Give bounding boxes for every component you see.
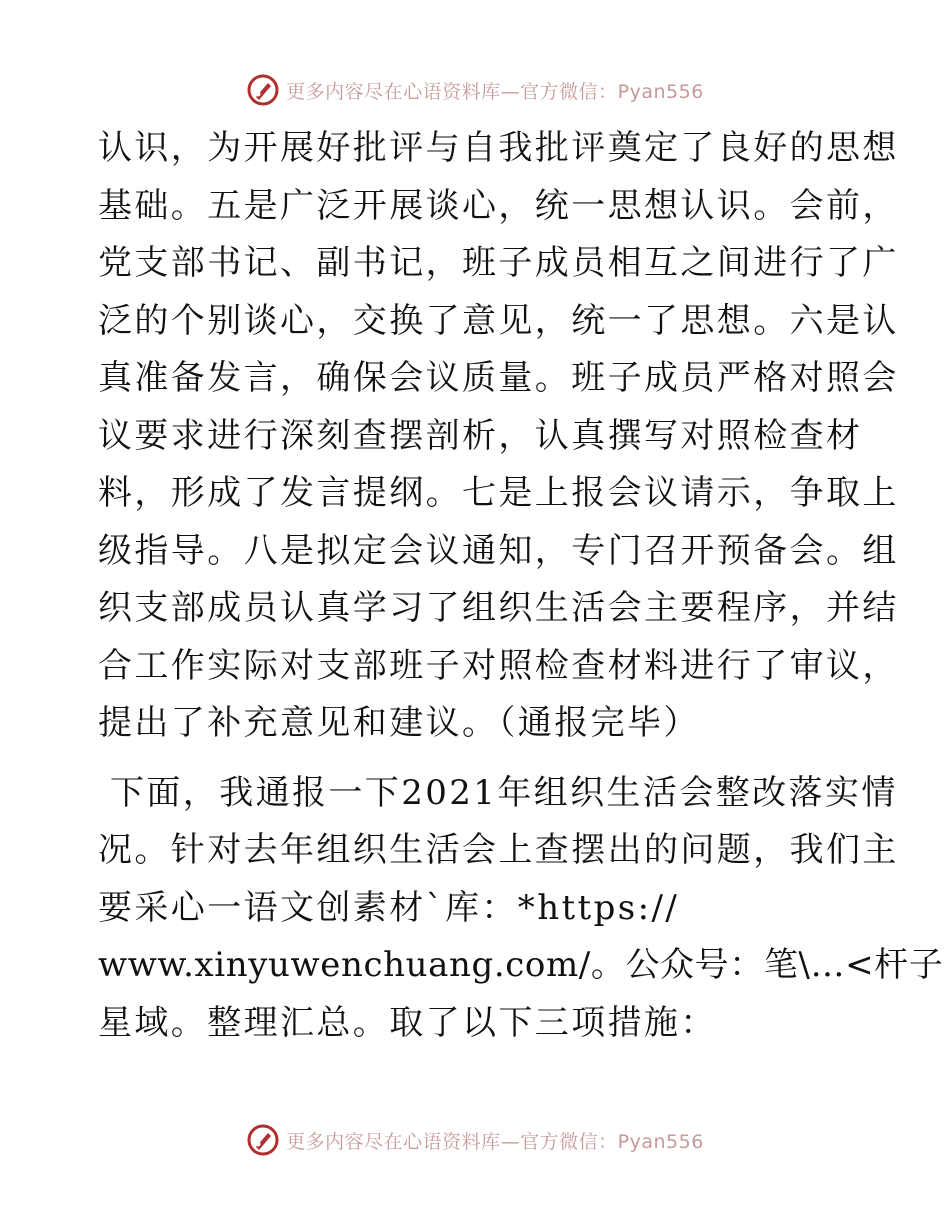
text-line: 料，形成了发言提纲。七是上报会议请示，争取上 (98, 473, 899, 513)
text-line: 提出了补充意见和建议。（通报完毕） (98, 703, 700, 743)
text-line: 合工作实际对支部班子对照检查材料进行了审议， (98, 645, 899, 686)
text-line: 泛的个别谈心，交换了意见，统一了思想。六是认 (98, 300, 899, 341)
text-line: 议要求进行深刻查摆剖析，认真撰写对照检查材 (98, 415, 863, 456)
paragraph-1 (98, 120, 899, 753)
document-body (98, 120, 944, 1052)
text-line: 织支部成员认真学习了组织生活会主要程序，并结 (98, 588, 899, 628)
pen-circle-logo-icon (246, 1123, 280, 1157)
text-line: 真准备发言，确保会议质量。班子成员严格对照会 (98, 358, 899, 398)
text-line: 基础。五是广泛开展谈心，统一思想认识。会前， (98, 185, 899, 226)
header-banner-text: 更多内容尽在心语资料库—官方微信：Pyan556 (286, 80, 704, 103)
footer-banner (0, 1120, 950, 1160)
text-line: 下面，我通报一下2021年组织生活会整改落实情 (110, 772, 898, 813)
text-line: 认识，为开展好批评与自我批评奠定了良好的思想 (98, 128, 899, 168)
footer-banner-text: 更多内容尽在心语资料库—官方微信：Pyan556 (286, 1130, 704, 1153)
text-line: 要采心一语文创素材`库：*https:// (98, 887, 680, 928)
text-line: 况。针对去年组织生活会上查摆出的问题，我们主 (98, 830, 899, 870)
pen-circle-logo-icon (246, 73, 280, 107)
text-line: 级指导。八是拟定会议通知，专门召开预备会。组 (98, 530, 899, 571)
text-line: www.xinyuwenchuang.com/。公众号：笔\…<杆子 (98, 945, 944, 985)
header-banner (0, 70, 950, 110)
text-line: 党支部书记、副书记，班子成员相互之间进行了广 (98, 243, 899, 283)
paragraph-2 (98, 765, 944, 1053)
text-line: 星域。整理汇总。取了以下三项措施： (98, 1002, 717, 1043)
